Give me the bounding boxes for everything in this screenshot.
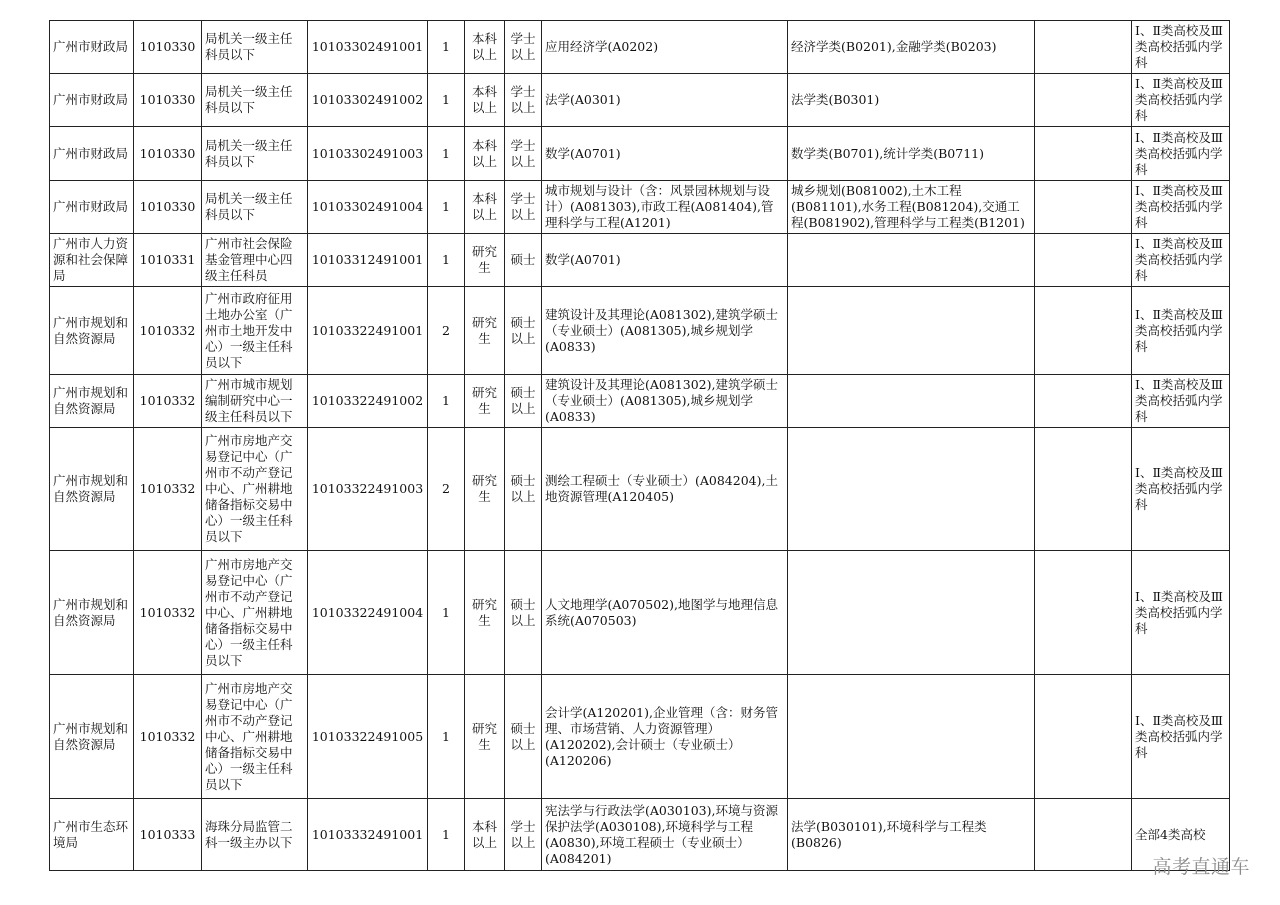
education-cell: 本科以上 bbox=[465, 799, 505, 871]
undergrad-major-cell: 数学类(B0701),统计学类(B0711) bbox=[788, 127, 1035, 181]
other-cell bbox=[1035, 287, 1132, 375]
school-type-cell: Ⅰ、Ⅱ类高校及Ⅲ类高校括弧内学科 bbox=[1132, 127, 1230, 181]
table-row bbox=[50, 234, 1230, 287]
undergrad-major-cell bbox=[788, 551, 1035, 675]
postgrad-major-cell: 测绘工程硕士（专业硕士）(A084204),土地资源管理(A120405) bbox=[542, 428, 788, 551]
undergrad-major-cell bbox=[788, 375, 1035, 428]
education-cell: 本科以上 bbox=[465, 21, 505, 74]
table-row bbox=[50, 74, 1230, 127]
dept-cell: 广州市财政局 bbox=[50, 181, 134, 234]
headcount-cell: 2 bbox=[428, 287, 465, 375]
unit-cell: 局机关一级主任科员以下 bbox=[202, 21, 308, 74]
school-type-cell: Ⅰ、Ⅱ类高校及Ⅲ类高校括弧内学科 bbox=[1132, 287, 1230, 375]
school-type-cell: Ⅰ、Ⅱ类高校及Ⅲ类高校括弧内学科 bbox=[1132, 234, 1230, 287]
postgrad-major-cell: 建筑设计及其理论(A081302),建筑学硕士（专业硕士）(A081305),城乡规划学(A0833) bbox=[542, 375, 788, 428]
table-body bbox=[50, 21, 1230, 871]
table-row bbox=[50, 428, 1230, 551]
postgrad-major-cell: 法学(A0301) bbox=[542, 74, 788, 127]
postgrad-major-cell: 数学(A0701) bbox=[542, 234, 788, 287]
unit-cell: 海珠分局监管二科一级主办以下 bbox=[202, 799, 308, 871]
undergrad-major-cell: 法学(B030101),环境科学与工程类(B0826) bbox=[788, 799, 1035, 871]
school-type-cell: 全部4类高校 bbox=[1132, 799, 1230, 871]
dept-cell: 广州市规划和自然资源局 bbox=[50, 675, 134, 799]
other-cell bbox=[1035, 74, 1132, 127]
unit-cell: 广州市社会保险基金管理中心四级主任科员 bbox=[202, 234, 308, 287]
postgrad-major-cell: 城市规划与设计（含：风景园林规划与设计）(A081303),市政工程(A081404),管理科学与工程(A1201) bbox=[542, 181, 788, 234]
code-cell: 1010330 bbox=[134, 127, 202, 181]
table-row bbox=[50, 551, 1230, 675]
position-code-cell: 10103322491002 bbox=[308, 375, 428, 428]
undergrad-major-cell bbox=[788, 287, 1035, 375]
unit-cell: 局机关一级主任科员以下 bbox=[202, 74, 308, 127]
degree-cell: 硕士以上 bbox=[505, 428, 542, 551]
table-row bbox=[50, 287, 1230, 375]
undergrad-major-cell: 经济学类(B0201),金融学类(B0203) bbox=[788, 21, 1035, 74]
other-cell bbox=[1035, 428, 1132, 551]
degree-cell: 学士以上 bbox=[505, 127, 542, 181]
other-cell bbox=[1035, 799, 1132, 871]
degree-cell: 硕士以上 bbox=[505, 375, 542, 428]
degree-cell: 学士以上 bbox=[505, 74, 542, 127]
education-cell: 研究生 bbox=[465, 375, 505, 428]
headcount-cell: 1 bbox=[428, 74, 465, 127]
other-cell bbox=[1035, 375, 1132, 428]
other-cell bbox=[1035, 551, 1132, 675]
headcount-cell: 2 bbox=[428, 428, 465, 551]
dept-cell: 广州市规划和自然资源局 bbox=[50, 551, 134, 675]
undergrad-major-cell: 法学类(B0301) bbox=[788, 74, 1035, 127]
postgrad-major-cell: 会计学(A120201),企业管理（含：财务管理、市场营销、人力资源管理）(A120202),会计硕士（专业硕士）(A120206) bbox=[542, 675, 788, 799]
headcount-cell: 1 bbox=[428, 675, 465, 799]
headcount-cell: 1 bbox=[428, 21, 465, 74]
position-code-cell: 10103312491001 bbox=[308, 234, 428, 287]
table-row bbox=[50, 127, 1230, 181]
dept-cell: 广州市规划和自然资源局 bbox=[50, 287, 134, 375]
dept-cell: 广州市规划和自然资源局 bbox=[50, 375, 134, 428]
other-cell bbox=[1035, 181, 1132, 234]
degree-cell: 硕士以上 bbox=[505, 675, 542, 799]
undergrad-major-cell bbox=[788, 675, 1035, 799]
headcount-cell: 1 bbox=[428, 551, 465, 675]
unit-cell: 广州市房地产交易登记中心（广州市不动产登记中心、广州耕地储备指标交易中心）一级主任科员以下 bbox=[202, 551, 308, 675]
education-cell: 研究生 bbox=[465, 675, 505, 799]
school-type-cell: Ⅰ、Ⅱ类高校及Ⅲ类高校括弧内学科 bbox=[1132, 181, 1230, 234]
headcount-cell: 1 bbox=[428, 799, 465, 871]
education-cell: 研究生 bbox=[465, 287, 505, 375]
other-cell bbox=[1035, 21, 1132, 74]
undergrad-major-cell: 城乡规划(B081002),土木工程(B081101),水务工程(B081204),交通工程(B081902),管理科学与工程类(B1201) bbox=[788, 181, 1035, 234]
degree-cell: 学士以上 bbox=[505, 799, 542, 871]
degree-cell: 硕士 bbox=[505, 234, 542, 287]
code-cell: 1010330 bbox=[134, 74, 202, 127]
code-cell: 1010332 bbox=[134, 375, 202, 428]
unit-cell: 局机关一级主任科员以下 bbox=[202, 181, 308, 234]
position-code-cell: 10103302491002 bbox=[308, 74, 428, 127]
position-code-cell: 10103302491004 bbox=[308, 181, 428, 234]
position-code-cell: 10103322491003 bbox=[308, 428, 428, 551]
education-cell: 本科以上 bbox=[465, 74, 505, 127]
education-cell: 研究生 bbox=[465, 234, 505, 287]
code-cell: 1010332 bbox=[134, 428, 202, 551]
watermark: 高考直通车 bbox=[1152, 856, 1250, 878]
postgrad-major-cell: 应用经济学(A0202) bbox=[542, 21, 788, 74]
school-type-cell: Ⅰ、Ⅱ类高校及Ⅲ类高校括弧内学科 bbox=[1132, 74, 1230, 127]
degree-cell: 硕士以上 bbox=[505, 551, 542, 675]
code-cell: 1010332 bbox=[134, 551, 202, 675]
dept-cell: 广州市生态环境局 bbox=[50, 799, 134, 871]
table-row bbox=[50, 21, 1230, 74]
school-type-cell: Ⅰ、Ⅱ类高校及Ⅲ类高校括弧内学科 bbox=[1132, 428, 1230, 551]
degree-cell: 学士以上 bbox=[505, 181, 542, 234]
dept-cell: 广州市财政局 bbox=[50, 21, 134, 74]
school-type-cell: Ⅰ、Ⅱ类高校及Ⅲ类高校括弧内学科 bbox=[1132, 21, 1230, 74]
unit-cell: 广州市房地产交易登记中心（广州市不动产登记中心、广州耕地储备指标交易中心）一级主任科员以下 bbox=[202, 675, 308, 799]
headcount-cell: 1 bbox=[428, 181, 465, 234]
school-type-cell: Ⅰ、Ⅱ类高校及Ⅲ类高校括弧内学科 bbox=[1132, 675, 1230, 799]
headcount-cell: 1 bbox=[428, 127, 465, 181]
position-code-cell: 10103322491005 bbox=[308, 675, 428, 799]
postgrad-major-cell: 人文地理学(A070502),地图学与地理信息系统(A070503) bbox=[542, 551, 788, 675]
code-cell: 1010331 bbox=[134, 234, 202, 287]
position-code-cell: 10103302491003 bbox=[308, 127, 428, 181]
school-type-cell: Ⅰ、Ⅱ类高校及Ⅲ类高校括弧内学科 bbox=[1132, 551, 1230, 675]
dept-cell: 广州市规划和自然资源局 bbox=[50, 428, 134, 551]
dept-cell: 广州市人力资源和社会保障局 bbox=[50, 234, 134, 287]
postgrad-major-cell: 数学(A0701) bbox=[542, 127, 788, 181]
code-cell: 1010330 bbox=[134, 181, 202, 234]
table-row bbox=[50, 375, 1230, 428]
other-cell bbox=[1035, 675, 1132, 799]
position-code-cell: 10103322491001 bbox=[308, 287, 428, 375]
dept-cell: 广州市财政局 bbox=[50, 74, 134, 127]
unit-cell: 广州市房地产交易登记中心（广州市不动产登记中心、广州耕地储备指标交易中心）一级主任科员以下 bbox=[202, 428, 308, 551]
other-cell bbox=[1035, 234, 1132, 287]
headcount-cell: 1 bbox=[428, 375, 465, 428]
table-row bbox=[50, 181, 1230, 234]
table-row bbox=[50, 799, 1230, 871]
table-row bbox=[50, 675, 1230, 799]
dept-cell: 广州市财政局 bbox=[50, 127, 134, 181]
recruitment-table bbox=[49, 20, 1230, 871]
undergrad-major-cell bbox=[788, 234, 1035, 287]
degree-cell: 硕士以上 bbox=[505, 287, 542, 375]
education-cell: 研究生 bbox=[465, 551, 505, 675]
education-cell: 研究生 bbox=[465, 428, 505, 551]
code-cell: 1010332 bbox=[134, 675, 202, 799]
position-code-cell: 10103332491001 bbox=[308, 799, 428, 871]
code-cell: 1010330 bbox=[134, 21, 202, 74]
code-cell: 1010333 bbox=[134, 799, 202, 871]
headcount-cell: 1 bbox=[428, 234, 465, 287]
unit-cell: 广州市政府征用土地办公室（广州市土地开发中心）一级主任科员以下 bbox=[202, 287, 308, 375]
postgrad-major-cell: 建筑设计及其理论(A081302),建筑学硕士（专业硕士）(A081305),城乡规划学(A0833) bbox=[542, 287, 788, 375]
other-cell bbox=[1035, 127, 1132, 181]
unit-cell: 局机关一级主任科员以下 bbox=[202, 127, 308, 181]
education-cell: 本科以上 bbox=[465, 181, 505, 234]
position-code-cell: 10103322491004 bbox=[308, 551, 428, 675]
position-code-cell: 10103302491001 bbox=[308, 21, 428, 74]
education-cell: 本科以上 bbox=[465, 127, 505, 181]
postgrad-major-cell: 宪法学与行政法学(A030103),环境与资源保护法学(A030108),环境科学与工程(A0830),环境工程硕士（专业硕士）(A084201) bbox=[542, 799, 788, 871]
school-type-cell: Ⅰ、Ⅱ类高校及Ⅲ类高校括弧内学科 bbox=[1132, 375, 1230, 428]
unit-cell: 广州市城市规划编制研究中心一级主任科员以下 bbox=[202, 375, 308, 428]
degree-cell: 学士以上 bbox=[505, 21, 542, 74]
code-cell: 1010332 bbox=[134, 287, 202, 375]
undergrad-major-cell bbox=[788, 428, 1035, 551]
